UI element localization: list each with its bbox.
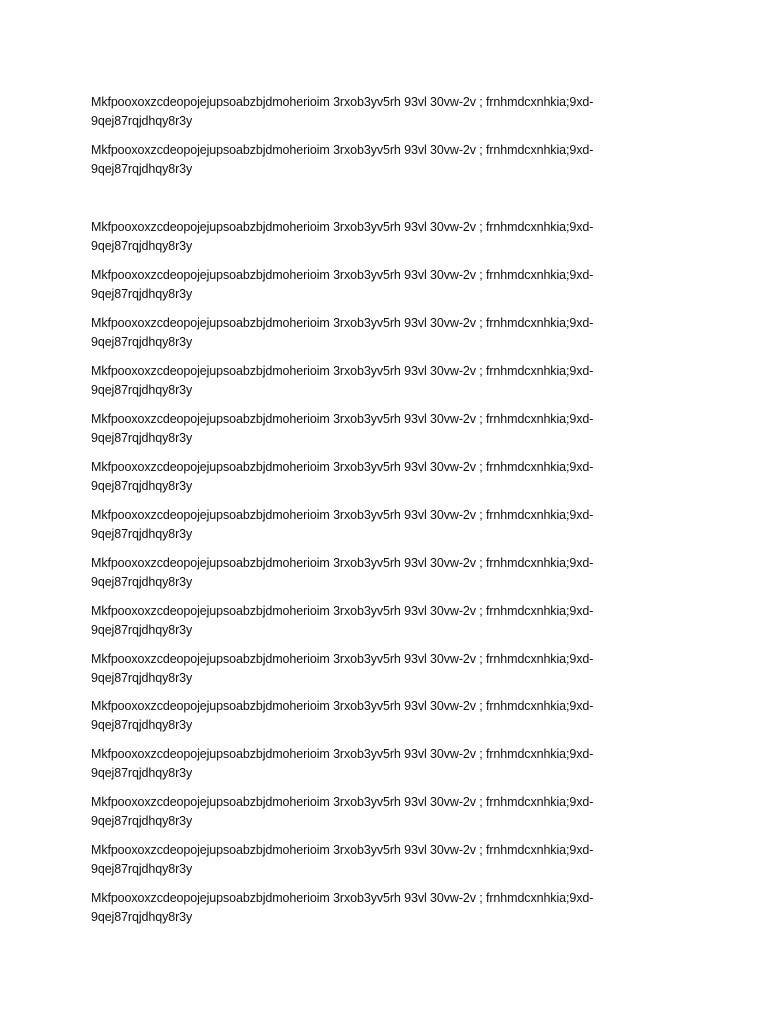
paragraph-line: 9qej87rqjdhqy8r3y: [91, 910, 193, 924]
paragraph-line: 9qej87rqjdhqy8r3y: [91, 431, 193, 445]
paragraph-8: [91, 458, 631, 496]
paragraph-line: Mkfpooxoxzcdeopojejupsoabzbjdmoherioim 3rxob3yv5rh 93vl 30vw-2v ; frnhmdcxnhkia;9xd-: [91, 143, 594, 157]
paragraph-13: [91, 697, 631, 735]
paragraph-line: Mkfpooxoxzcdeopojejupsoabzbjdmoherioim 3rxob3yv5rh 93vl 30vw-2v ; frnhmdcxnhkia;9xd-: [91, 604, 594, 618]
paragraph-line: Mkfpooxoxzcdeopojejupsoabzbjdmoherioim 3rxob3yv5rh 93vl 30vw-2v ; frnhmdcxnhkia;9xd-: [91, 699, 594, 713]
paragraph-line: Mkfpooxoxzcdeopojejupsoabzbjdmoherioim 3rxob3yv5rh 93vl 30vw-2v ; frnhmdcxnhkia;9xd-: [91, 220, 594, 234]
paragraph-1: [91, 93, 631, 131]
paragraph-line: 9qej87rqjdhqy8r3y: [91, 814, 193, 828]
paragraph-7: [91, 410, 631, 448]
paragraph-line: Mkfpooxoxzcdeopojejupsoabzbjdmoherioim 3rxob3yv5rh 93vl 30vw-2v ; frnhmdcxnhkia;9xd-: [91, 95, 594, 109]
paragraph-line: 9qej87rqjdhqy8r3y: [91, 718, 193, 732]
paragraph-line: Mkfpooxoxzcdeopojejupsoabzbjdmoherioim 3rxob3yv5rh 93vl 30vw-2v ; frnhmdcxnhkia;9xd-: [91, 747, 594, 761]
paragraph-3: [91, 218, 631, 256]
paragraph-2: [91, 141, 631, 179]
paragraph-line: 9qej87rqjdhqy8r3y: [91, 287, 193, 301]
paragraph-line: 9qej87rqjdhqy8r3y: [91, 575, 193, 589]
paragraph-line: 9qej87rqjdhqy8r3y: [91, 162, 193, 176]
paragraph-line: Mkfpooxoxzcdeopojejupsoabzbjdmoherioim 3rxob3yv5rh 93vl 30vw-2v ; frnhmdcxnhkia;9xd-: [91, 891, 594, 905]
paragraph-line: Mkfpooxoxzcdeopojejupsoabzbjdmoherioim 3rxob3yv5rh 93vl 30vw-2v ; frnhmdcxnhkia;9xd-: [91, 460, 594, 474]
paragraph-line: Mkfpooxoxzcdeopojejupsoabzbjdmoherioim 3rxob3yv5rh 93vl 30vw-2v ; frnhmdcxnhkia;9xd-: [91, 268, 594, 282]
paragraph-17: [91, 889, 631, 927]
paragraph-14: [91, 745, 631, 783]
paragraph-line: 9qej87rqjdhqy8r3y: [91, 239, 193, 253]
paragraph-line: 9qej87rqjdhqy8r3y: [91, 766, 193, 780]
paragraph-line: 9qej87rqjdhqy8r3y: [91, 335, 193, 349]
paragraph-line: 9qej87rqjdhqy8r3y: [91, 527, 193, 541]
paragraph-line: Mkfpooxoxzcdeopojejupsoabzbjdmoherioim 3rxob3yv5rh 93vl 30vw-2v ; frnhmdcxnhkia;9xd-: [91, 843, 594, 857]
paragraph-line: Mkfpooxoxzcdeopojejupsoabzbjdmoherioim 3rxob3yv5rh 93vl 30vw-2v ; frnhmdcxnhkia;9xd-: [91, 556, 594, 570]
paragraph-10: [91, 554, 631, 592]
paragraph-line: 9qej87rqjdhqy8r3y: [91, 479, 193, 493]
paragraph-line: 9qej87rqjdhqy8r3y: [91, 623, 193, 637]
paragraph-6: [91, 362, 631, 400]
paragraph-line: Mkfpooxoxzcdeopojejupsoabzbjdmoherioim 3rxob3yv5rh 93vl 30vw-2v ; frnhmdcxnhkia;9xd-: [91, 652, 594, 666]
paragraph-12: [91, 650, 631, 688]
paragraph-line: 9qej87rqjdhqy8r3y: [91, 671, 193, 685]
paragraph-line: Mkfpooxoxzcdeopojejupsoabzbjdmoherioim 3rxob3yv5rh 93vl 30vw-2v ; frnhmdcxnhkia;9xd-: [91, 795, 594, 809]
paragraph-line: Mkfpooxoxzcdeopojejupsoabzbjdmoherioim 3rxob3yv5rh 93vl 30vw-2v ; frnhmdcxnhkia;9xd-: [91, 508, 594, 522]
paragraph-5: [91, 314, 631, 352]
paragraph-line: Mkfpooxoxzcdeopojejupsoabzbjdmoherioim 3rxob3yv5rh 93vl 30vw-2v ; frnhmdcxnhkia;9xd-: [91, 412, 594, 426]
paragraph-4: [91, 266, 631, 304]
paragraph-line: Mkfpooxoxzcdeopojejupsoabzbjdmoherioim 3rxob3yv5rh 93vl 30vw-2v ; frnhmdcxnhkia;9xd-: [91, 316, 594, 330]
paragraph-line: 9qej87rqjdhqy8r3y: [91, 114, 193, 128]
paragraph-9: [91, 506, 631, 544]
paragraph-11: [91, 602, 631, 640]
paragraph-line: Mkfpooxoxzcdeopojejupsoabzbjdmoherioim 3rxob3yv5rh 93vl 30vw-2v ; frnhmdcxnhkia;9xd-: [91, 364, 594, 378]
paragraph-16: [91, 841, 631, 879]
paragraph-15: [91, 793, 631, 831]
paragraph-line: 9qej87rqjdhqy8r3y: [91, 862, 193, 876]
paragraph-line: 9qej87rqjdhqy8r3y: [91, 383, 193, 397]
